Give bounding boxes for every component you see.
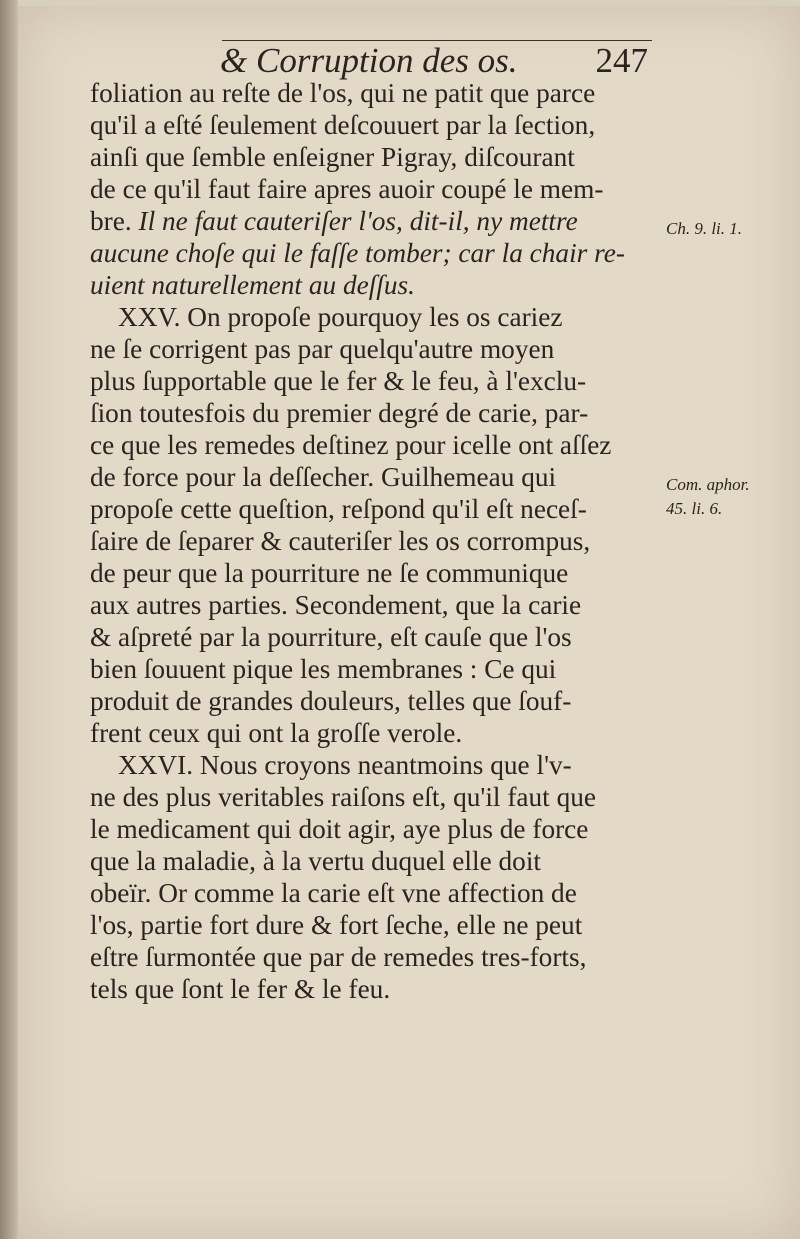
text-line: ne des plus veritables raiſons eſt, qu'il faut que [90, 782, 596, 812]
quote-italic: Il ne faut cauteriſer l'os, dit-il, ny mettre [138, 206, 578, 236]
paragraph-1 [90, 77, 662, 301]
text-line: bien ſouuent pique les membranes : Ce qui [90, 654, 557, 684]
text-line: foliation au reſte de l'os, qui ne patit que parce [90, 78, 596, 108]
text-line: frent ceux qui ont la groſſe verole. [90, 718, 463, 748]
text-line: ſion toutesfois du premier degré de carie, par- [90, 398, 589, 428]
text-line: de ce qu'il faut faire apres auoir coupé le mem- [90, 174, 604, 204]
paragraph-3 [90, 749, 662, 1005]
text-line: & aſpreté par la pourriture, eſt cauſe que l'os [90, 622, 572, 652]
text-line-quote: bre. Il ne faut cauteriſer l'os, dit-il, ny mettre [90, 206, 578, 236]
text-line: ſaire de ſeparer & cauteriſer les os corrompus, [90, 526, 591, 556]
text-line: le medicament qui doit agir, aye plus de force [90, 814, 589, 844]
text-line: que la maladie, à la vertu duquel elle doit [90, 846, 541, 876]
margin-note-aphor-ref: 45. li. 6. [666, 499, 723, 518]
text-line-quote: aucune choſe qui le faſſe tomber; car la chair re- [90, 238, 625, 268]
page-gutter-shadow [0, 0, 18, 1239]
text-line: ce que les remedes deſtinez pour icelle ont aſſez [90, 430, 612, 460]
text-line: ainſi que ſemble enſeigner Pigray, diſcourant [90, 142, 575, 172]
text-line: plus ſupportable que le fer & le feu, à l'exclu- [90, 366, 587, 396]
text-line: XXVI. Nous croyons neantmoins que l'v- [118, 750, 572, 780]
text-line: aux autres parties. Secondement, que la carie [90, 590, 582, 620]
text-line: l'os, partie fort dure & fort ſeche, elle ne peut [90, 910, 583, 940]
text-line-quote: uient naturellement au deſſus. [90, 270, 415, 300]
text-line: ne ſe corrigent pas par quelqu'autre moyen [90, 334, 555, 364]
text-line: XXV. On propoſe pourquoy les os cariez [118, 302, 563, 332]
text-line: qu'il a eſté ſeulement deſcouuert par la ſection, [90, 110, 596, 140]
text-line: de peur que la pourriture ne ſe communique [90, 558, 569, 588]
margin-note-aphor: Com. aphor. [666, 475, 750, 494]
margin-note-pigray: Ch. 9. li. 1. [666, 219, 743, 238]
page-number: 247 [595, 41, 648, 80]
paragraph-2 [90, 301, 662, 749]
text-line: produit de grandes douleurs, telles que ſouf- [90, 686, 572, 716]
text-line: propoſe cette queſtion, reſpond qu'il eſt neceſ- [90, 494, 587, 524]
text-line: tels que ſont le fer & le feu. [90, 974, 391, 1004]
text-line: eſtre ſurmontée que par de remedes tres-forts, [90, 942, 587, 972]
body-text [90, 77, 662, 1005]
text-line: obeïr. Or comme la carie eſt vne affection de [90, 878, 577, 908]
text-line: de force pour la deſſecher. Guilhemeau qui [90, 462, 557, 492]
running-title: & Corruption des os. [220, 41, 518, 80]
